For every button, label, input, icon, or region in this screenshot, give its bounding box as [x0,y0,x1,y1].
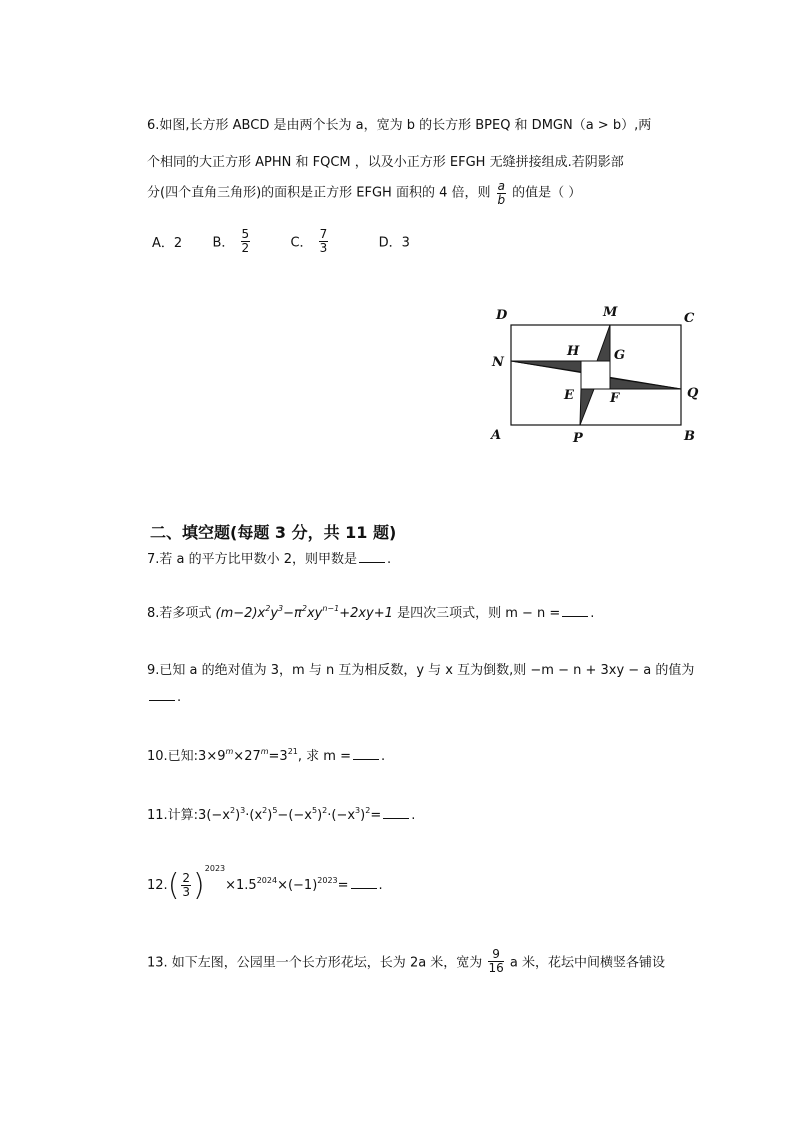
label-m: M [603,305,618,320]
label-c: C [684,311,695,326]
q8-expr-c: −π [283,606,302,621]
q6-line-2: 个相同的大正方形 APHN 和 FQCM ，以及小正方形 EFGH 无缝拼接组成.若阴影部 [147,155,624,170]
q6-fraction [497,180,506,206]
q6-option-c-den: 3 [319,240,328,255]
shaded-triangle-top [597,325,610,361]
q8 [147,602,594,621]
q6-line-3-pre: 分(四个直角三角形)的面积是正方形 EFGH 面积的 4 倍，则 [147,185,491,201]
q11-pre: 11.计算:3(−x [147,808,230,823]
q8-sup-1: 2 [265,604,271,613]
q11-p5: ) [317,808,323,823]
label-b: B [684,429,695,444]
label-h: H [567,344,580,359]
q8-end: . [590,606,595,621]
q6-line-3-post: 的值是（ ） [512,185,582,201]
q12-den: 3 [182,885,191,899]
q7-text: 7.若 a 的平方比甲数小 2，则甲数是 [147,552,358,567]
q12-answer-blank[interactable] [351,876,377,889]
q8-expr-b: y [270,606,279,621]
q6-option-b-den: 2 [241,240,250,255]
q13 [147,948,665,974]
q11-s3: 2 [262,806,268,815]
q8-sup-4: n−1 [322,604,340,613]
q12-exp-1: 2023 [204,864,226,873]
label-n: N [492,355,504,370]
q11-p3: ) [267,808,273,823]
q13-post: a 米，花坛中间横竖各铺设 [509,955,665,971]
q13-fraction [488,948,503,974]
label-e: E [564,388,574,403]
q12-mid: ×1.5 [225,878,257,893]
q11-s4: 5 [272,806,278,815]
q10-tail: , 求 m = [297,749,351,764]
q10-end: . [380,749,386,764]
q11-p2: ·(x [245,808,263,823]
small-square-efgh [581,361,610,389]
q11 [147,804,415,823]
label-a: A [491,428,502,443]
q7 [147,548,391,567]
q6-line-1: 6.如图,长方形 ABCD 是由两个长为 a，宽为 b 的长方形 BPEQ 和 DMGN（a > b）,两 [147,118,652,133]
q6-options [152,228,410,254]
q7-end: . [387,552,392,567]
q6-option-b-num: 5 [241,227,250,241]
q8-label: 8.若多项式 [147,606,212,621]
q9-end: . [177,690,182,705]
section-2-title: 二、填空题(每题 3 分，共 11 题) [150,523,397,542]
q6-option-a: A．2 [152,235,183,251]
q12-left-paren: ( [167,868,180,903]
q11-s7: 3 [355,806,361,815]
q6-option-b-label: B． [212,235,235,251]
q10-mid: ×27 [233,749,261,764]
q10-eq: =3 [268,749,288,764]
q6-option-b-fraction [241,228,251,254]
q12-right-paren: ) [193,868,205,903]
q12-end: . [378,878,383,893]
shaded-triangle-left [511,361,581,372]
q12-exp-2: 2024 [256,876,278,885]
q13-num: 9 [488,948,503,962]
q8-tail: 是四次三项式，则 m − n = [397,606,561,621]
q8-answer-blank[interactable] [562,604,588,617]
q9-line-1: 9.已知 a 的绝对值为 3，m 与 n 互为相反数，y 与 x 互为倒数,则 −m − n + 3xy − a 的值为 [147,663,695,678]
q11-eq: = [370,808,382,823]
q11-s1: 2 [229,806,236,815]
q6-figure [480,298,720,458]
q6-option-c-fraction [319,228,329,254]
q6-line-3 [147,180,581,206]
q8-expr-e: +2xy+1 [339,606,393,621]
q6-option-d: D．3 [378,235,410,251]
q13-pre: 13. 如下左图，公园里一个长方形花坛，长为 2a 米，宽为 [147,955,483,971]
q11-s8: 2 [365,806,371,815]
q9-line-2 [147,688,181,705]
q9-answer-blank[interactable] [149,688,175,701]
q8-expression [216,606,393,621]
q10 [147,745,385,764]
q8-expr-d: xy [306,606,323,621]
label-d: D [496,308,508,323]
q6-option-c-num: 7 [319,227,328,241]
q11-p1: ) [235,808,241,823]
q11-s5: 5 [311,806,318,815]
q10-sup-21: 21 [287,747,298,756]
q12 [147,864,383,903]
q12-pre: 12. [147,878,168,893]
q6-frac-den: b [497,192,506,207]
q12-fraction [181,872,191,898]
q11-p6: ·(−x [327,808,356,823]
q6-option-c-label: C． [290,235,313,251]
q8-sup-2: 3 [278,604,284,613]
q10-answer-blank[interactable] [353,747,379,760]
q8-expr-a: (m−2)x [215,606,266,621]
q12-mid-2: ×(−1) [277,878,318,893]
label-g: G [614,348,626,363]
label-p: P [573,431,583,446]
q11-s2: 3 [240,806,246,815]
q10-sup-2: m [260,747,269,756]
q11-answer-blank[interactable] [383,806,409,819]
label-q: Q [687,386,699,401]
q11-end: . [411,808,416,823]
q6-frac-num: a [497,179,505,193]
shaded-triangle-bottom [580,389,594,425]
q10-pre: 10.已知:3×9 [147,749,226,764]
q12-num: 2 [182,871,191,886]
q10-sup-1: m [225,747,234,756]
shaded-triangle-right [610,378,681,389]
q11-s6: 2 [322,806,328,815]
q13-den: 16 [488,960,504,975]
q12-exp-3: 2023 [317,876,338,885]
q11-p7: ) [360,808,366,823]
q12-eq: = [337,878,349,893]
q8-sup-3: 2 [301,604,307,613]
label-f: F [610,391,620,406]
q11-p4: −(−x [277,808,312,823]
q7-answer-blank[interactable] [359,550,385,563]
